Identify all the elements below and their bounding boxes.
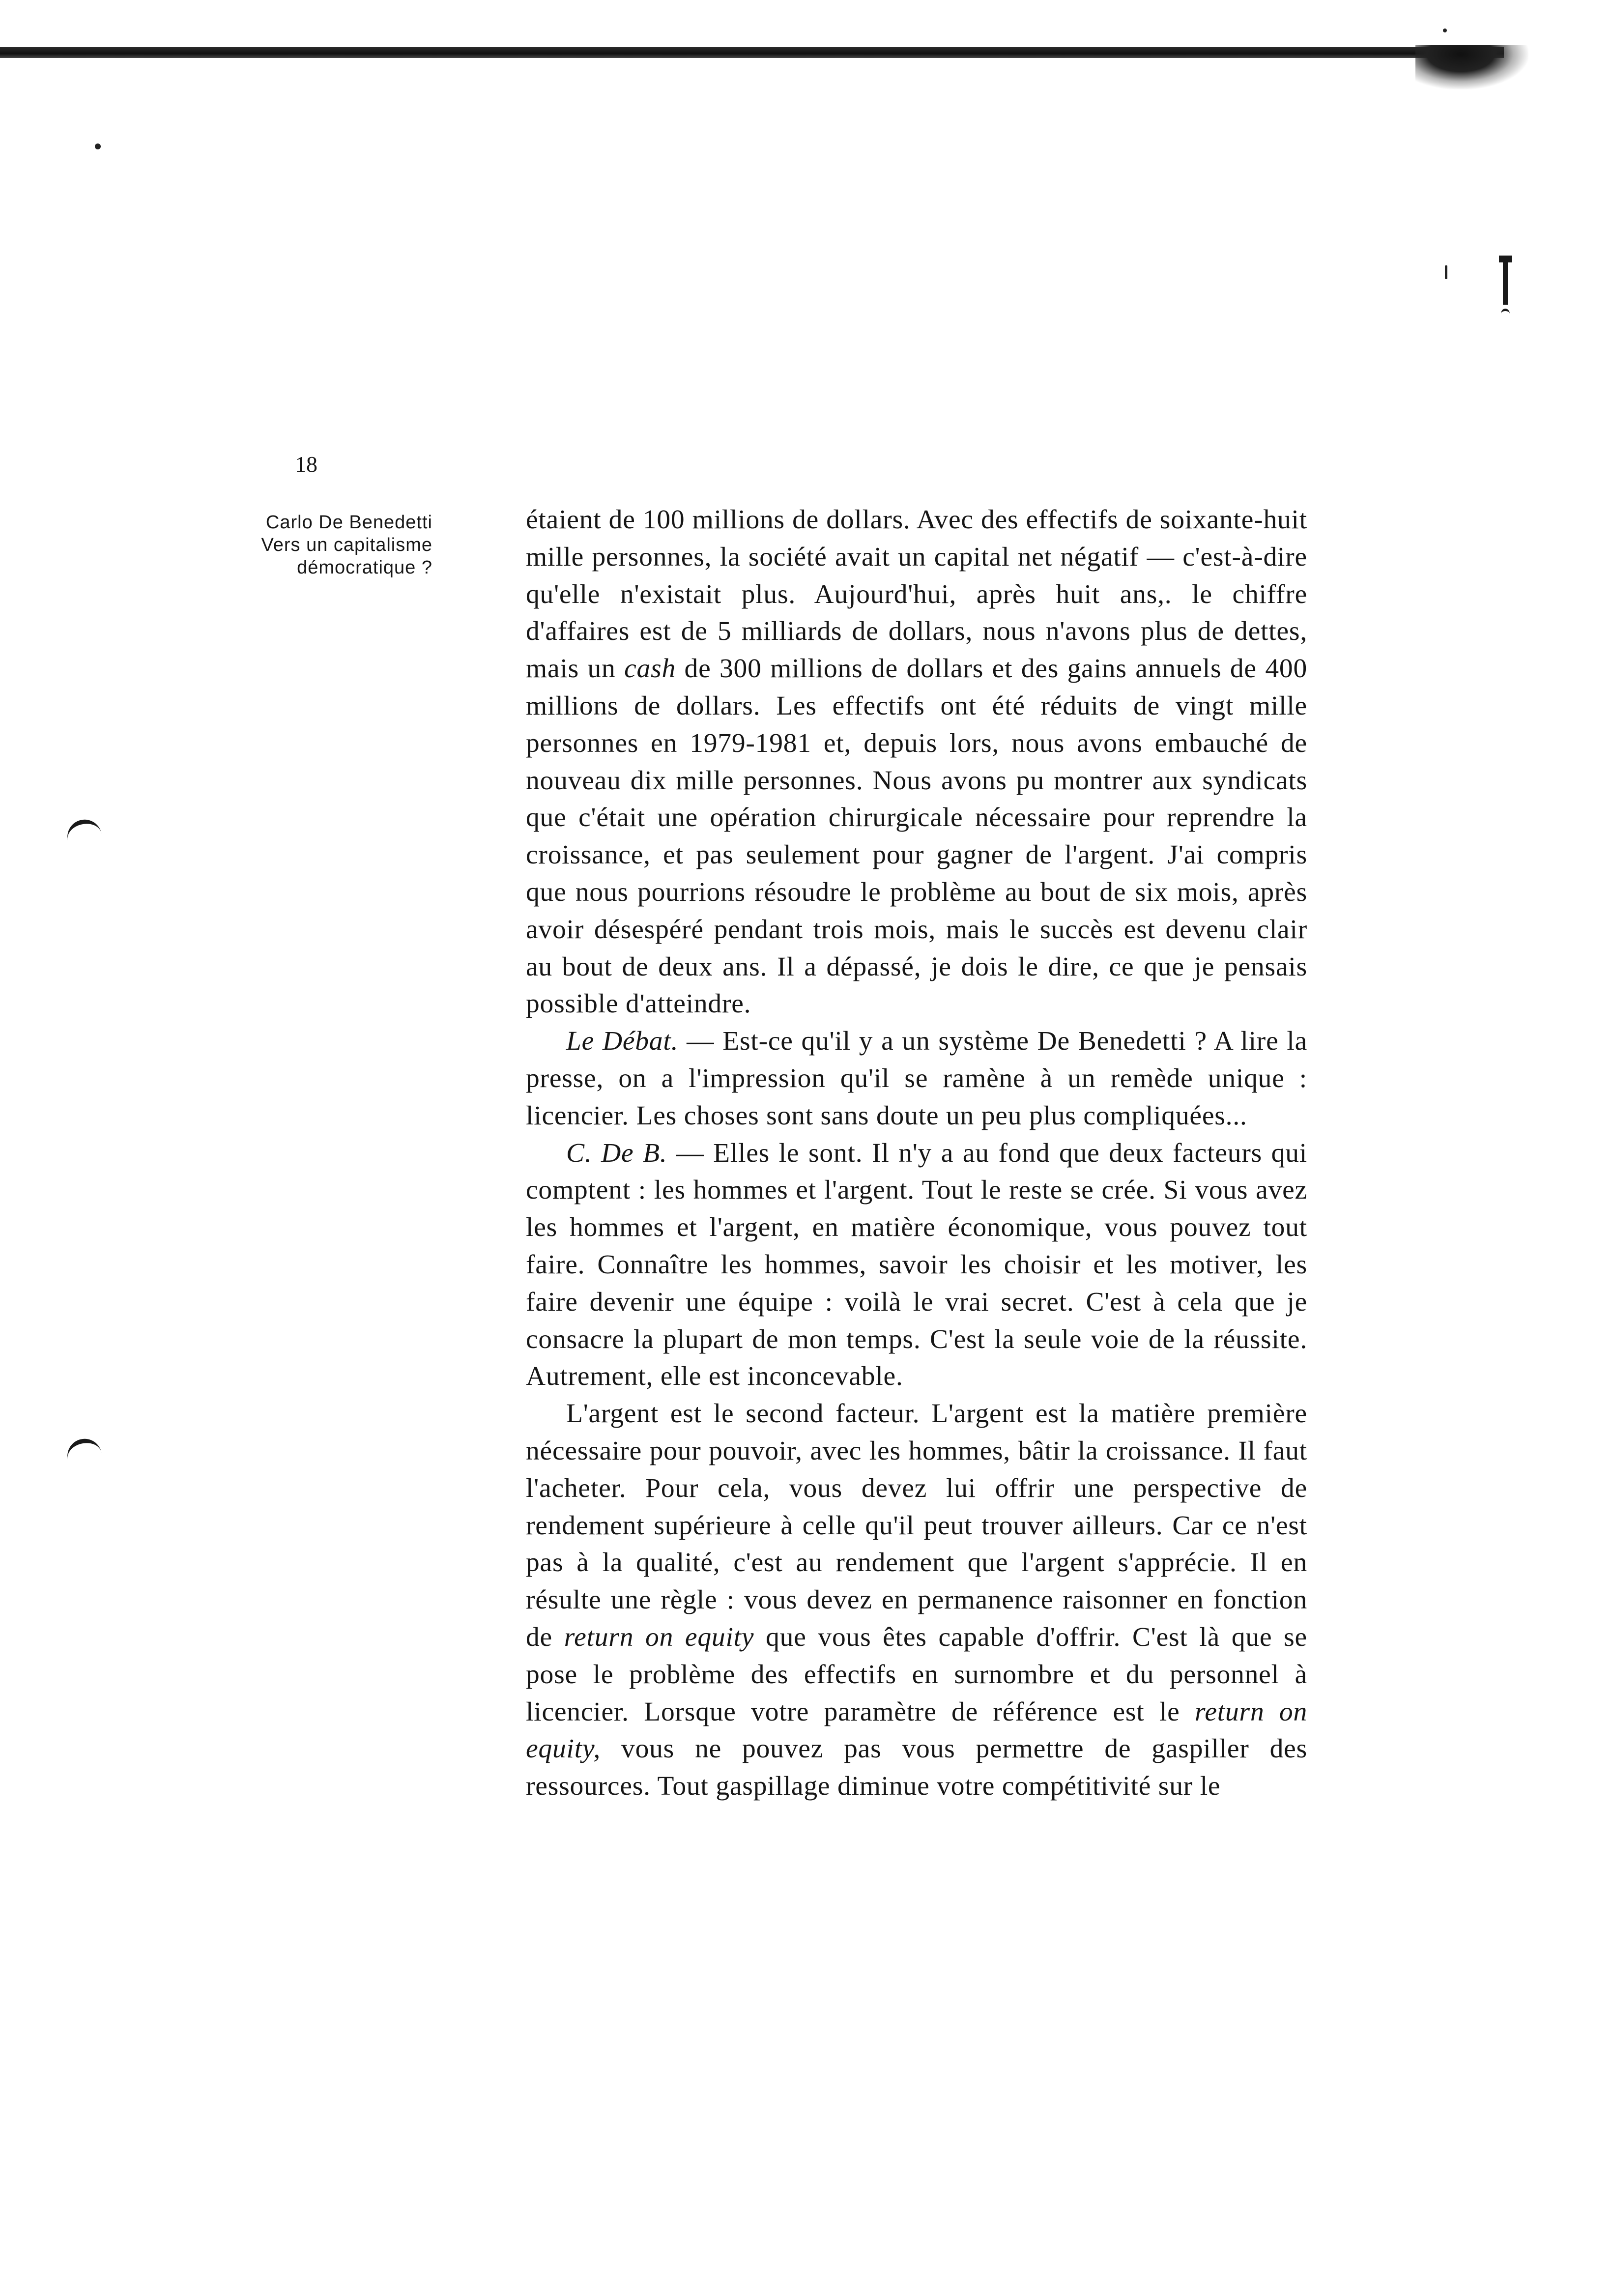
text-run: étaient de 100 millions de dollars. Avec des effectifs de soixante-huit mille personnes, la société avait un capital net négatif — c'est-à-dire qu'elle n'existait plus. Aujourd'hui, après huit ans,. le chiffre d'affaires est de 5 milliards de dollars, nous n'avons plus de dettes, mais un (526, 505, 1307, 684)
italic-text: C. De B. (566, 1138, 667, 1168)
scan-speck (1443, 29, 1447, 32)
text-run: — Elles le sont. Il n'y a au fond que deux facteurs qui comptent : les hommes et l'argent. Tout le reste se crée. Si vous avez les hommes et l'argent, en matière économique, vous pouvez tout faire. Connaître les hommes, savoir les choisir et les motiver, les faire devenir une équipe : voilà le vrai secret. C'est à cela que je consacre la plupart de mon temps. C'est la seule voie de la réussite. Autrement, elle est inconcevable. (526, 1138, 1307, 1392)
scan-speck (95, 144, 101, 149)
text-run: de 300 millions de dollars et des gains annuels de 400 millions de dollars. Les effectifs ont été réduits de vingt mille personnes en 1979-1981 et, depuis lors, nous avons embauché de nouveau dix mille personnes. Nous avons pu montrer aux syndicats que c'était une opération chirurgicale nécessaire pour reprendre la croissance, et pas seulement pour gagner de l'argent. J'ai compris que nous pourrions résoudre le problème au bout de six mois, après avoir désespéré pendant trois mois, mais le succès est devenu clair au bout de deux ans. Il a dépassé, je dois le dire, ce que je pensais possible d'atteindre. (526, 654, 1307, 1019)
scan-top-bar (0, 47, 1504, 58)
scan-smudge (1415, 45, 1528, 89)
italic-text: return on equity (564, 1622, 754, 1652)
running-head (187, 511, 432, 579)
scan-speck (1445, 265, 1447, 279)
running-head-title: Vers un capitalisme (261, 535, 432, 555)
binding-hole-mark (64, 1435, 103, 1466)
running-head-title-cont: démocratique ? (297, 557, 432, 578)
running-head-author: Carlo De Benedetti (265, 512, 432, 533)
article-body (526, 501, 1307, 1805)
text-run: — Est-ce qu'il y a un système De Benedetti ? A lire la presse, on a l'impression qu'il se ramène à un remède unique : licencier. Les choses sont sans doute un peu plus compliquées... (526, 1026, 1307, 1131)
paragraph-p3 (526, 1135, 1307, 1396)
text-run: vous ne pouvez pas vous permettre de gaspiller des ressources. Tout gaspillage diminue votre compétitivité sur le (526, 1734, 1307, 1802)
italic-text: cash (624, 654, 676, 684)
page-number: 18 (295, 452, 317, 477)
text-run: que vous êtes capable d'offrir. C'est là que se pose le problème des effectifs en surnombre et du personnel à licencier. Lorsque votre paramètre de référence est le (526, 1622, 1307, 1727)
binding-hole-mark (64, 816, 103, 847)
text-run: L'argent est le second facteur. L'argent est la matière première nécessaire pour pouvoir, avec les hommes, bâtir la croissance. Il faut l'acheter. Pour cela, vous devez lui offrir une perspective de rendement supérieure à celle qu'il peut trouver ailleurs. Car ce n'est pas à la qualité, c'est au rendement que l'argent s'apprécie. Il en résulte une règle : vous devez en permanence raisonner en fonction de (526, 1399, 1307, 1652)
italic-text: return on equity, (526, 1696, 1308, 1764)
paragraph-p2 (526, 1023, 1307, 1134)
margin-mark (1499, 256, 1512, 319)
paragraph-p4 (526, 1395, 1307, 1805)
paragraph-p1 (526, 501, 1307, 1023)
italic-text: Le Débat. (566, 1026, 679, 1057)
